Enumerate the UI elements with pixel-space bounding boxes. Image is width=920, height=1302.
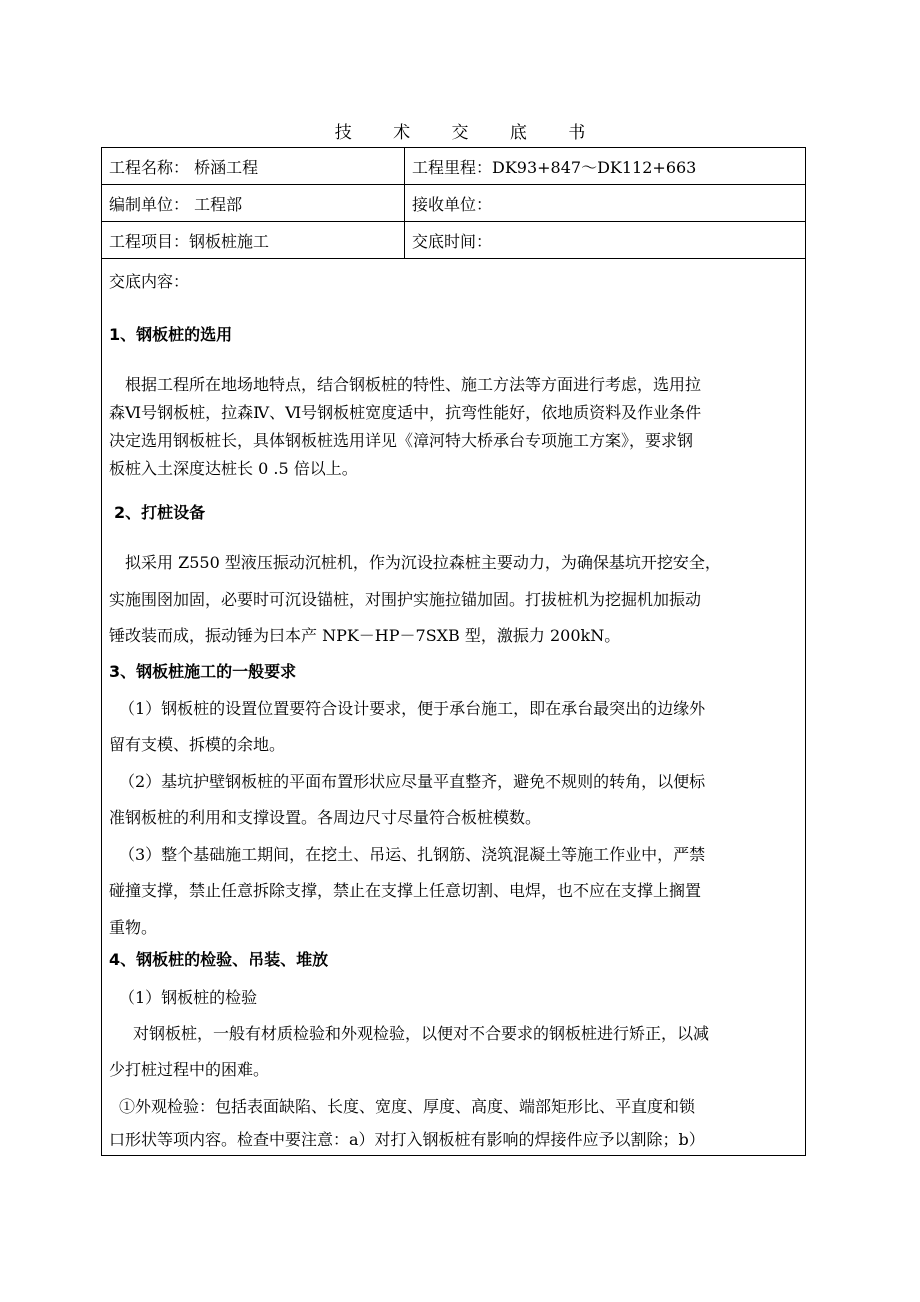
header-row: [102, 222, 806, 259]
project-item: 工程项目：钢板桩施工: [102, 222, 405, 259]
section-4-line: 少打桩过程中的困难。: [109, 1060, 270, 1079]
handover-time: 交底时间：: [405, 222, 806, 259]
section-2-line: 实施围囹加固，必要时可沉设锚桩，对围护实施拉锚加固。打拔桩机为挖掘机加振动: [109, 590, 702, 609]
section-3-line: （2）基坑护壁钢板桩的平面布置形状应尽量平直整齐，避免不规则的转角，以便标: [119, 772, 706, 791]
section-4-line: 对钢板桩，一般有材质检验和外观检验，以便对不合要求的钢板桩进行矫正，以减: [133, 1024, 710, 1043]
section-heading-1: 1、钢板桩的选用: [109, 325, 233, 344]
section-3-line: 碰撞支撑，禁止任意拆除支撑，禁止在支撑上任意切割、电焊，也不应在支撑上搁置: [109, 881, 702, 900]
receiver-unit: 接收单位：: [405, 185, 806, 222]
section-4-line: （1）钢板桩的检验: [119, 988, 258, 1007]
section-3-line: （1）钢板桩的设置位置要符合设计要求，便于承台施工，即在承台最突出的边缘外: [119, 699, 706, 718]
section-3-line: 留有支模、拆模的余地。: [109, 735, 286, 754]
section-1-line: 根据工程所在地场地特点，结合钢板桩的特性、施工方法等方面进行考虑，选用拉: [125, 375, 702, 394]
section-2-line: 锤改装而成，振动锤为曰本产 NPK－HP－7SXB 型，激振力 200kN。: [109, 626, 621, 645]
section-1-line: 森Ⅵ号钢板桩，拉森Ⅳ、Ⅵ号钢板桩宽度适中，抗弯性能好，依地质资料及作业条件: [109, 403, 702, 422]
section-3-line: 重物。: [109, 918, 158, 937]
header-table: [101, 147, 806, 259]
mileage: 工程里程：DK93+847～DK112+663: [405, 148, 806, 185]
section-4-line: ①外观检验：包括表面缺陷、长度、宽度、厚度、高度、端部矩形比、平直度和锁: [119, 1097, 696, 1116]
header-row: [102, 148, 806, 185]
content-label: 交底内容：: [109, 272, 190, 291]
content-box: [101, 259, 806, 1156]
document-title: 技 术 交 底 书: [334, 123, 604, 143]
header-row: [102, 185, 806, 222]
section-heading-3: 3、钢板桩施工的一般要求: [109, 662, 297, 681]
section-3-line: 准钢板桩的利用和支撑设置。各周边尺寸尽量符合板桩模数。: [109, 808, 542, 827]
section-heading-4: 4、钢板桩的检验、吊装、堆放: [109, 950, 329, 969]
section-4-line: 口形状等项内容。检查中要注意：a）对打入钢板桩有影响的焊接件应予以割除；b）: [109, 1130, 705, 1149]
section-3-line: （3）整个基础施工期间，在挖土、吊运、扎钢筋、浇筑混凝土等施工作业中，严禁: [119, 845, 706, 864]
section-2-line: 拟采用 Z550 型液压振动沉桩机，作为沉设拉森桩主要动力，为确保基坑开挖安全，: [125, 553, 721, 572]
section-heading-2: 2、打桩设备: [114, 503, 206, 522]
project-name: 工程名称： 桥涵工程: [102, 148, 405, 185]
compiler-unit: 编制单位： 工程部: [102, 185, 405, 222]
section-1-line: 板桩入土深度达桩长 0 .5 倍以上。: [109, 459, 358, 478]
section-1-line: 决定选用钢板桩长，具体钢板桩选用详见《漳河特大桥承台专项施工方案》，要求钢: [109, 431, 694, 450]
